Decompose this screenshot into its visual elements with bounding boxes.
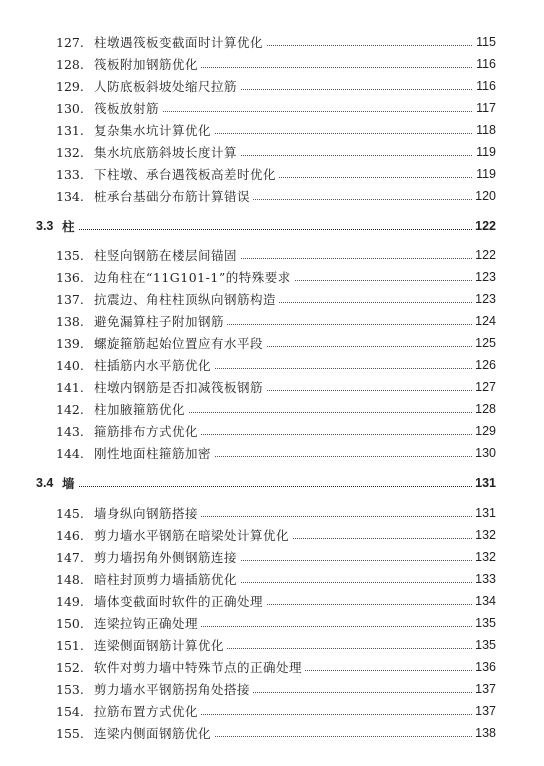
entry-title: 集水坑底筋斜坡长度计算	[94, 143, 240, 161]
entry-title: 连梁拉钩正确处理	[94, 614, 201, 632]
entry-page-number: 120	[472, 189, 496, 203]
entry-page-number: 131	[472, 476, 496, 490]
entry-number: 149.	[56, 593, 84, 609]
entry-number: 131.	[56, 122, 84, 138]
entry-number: 132.	[56, 144, 84, 160]
entry-title: 避免漏算柱子附加钢筋	[94, 312, 227, 330]
entry-title: 下柱墩、承台遇筏板高差时优化	[94, 165, 279, 183]
entry-number: 153.	[56, 681, 84, 697]
dot-leader	[62, 486, 472, 487]
entry-title: 边角柱在“11G101-1”的特殊要求	[94, 268, 294, 286]
entry-page-number: 119	[472, 167, 496, 181]
entry-title: 暗柱封顶剪力墙插筋优化	[94, 570, 240, 588]
toc-entry	[0, 354, 544, 376]
entry-page-number: 128	[472, 402, 496, 416]
entry-number: 134.	[56, 188, 84, 204]
entry-page-number: 119	[472, 145, 496, 159]
entry-title: 抗震边、角柱柱顶纵向钢筋构造	[94, 290, 279, 308]
entry-number: 133.	[56, 166, 84, 182]
toc-section-heading	[0, 215, 544, 237]
toc-entry	[0, 332, 544, 354]
toc-entry	[0, 310, 544, 332]
entry-number: 142.	[56, 401, 84, 417]
toc-entry	[0, 656, 544, 678]
toc-entry	[0, 288, 544, 310]
entry-page-number: 138	[472, 726, 496, 740]
toc-entry	[0, 678, 544, 700]
entry-title: 剪力墙拐角外侧钢筋连接	[94, 548, 240, 566]
toc-entry	[0, 31, 544, 53]
entry-page-number: 135	[472, 616, 496, 630]
toc-entry	[0, 568, 544, 590]
entry-page-number: 137	[472, 704, 496, 718]
entry-page-number: 132	[472, 550, 496, 564]
toc-entry	[0, 163, 544, 185]
toc-entry	[0, 700, 544, 722]
entry-title: 剪力墙水平钢筋拐角处搭接	[94, 680, 253, 698]
entry-number: 151.	[56, 637, 84, 653]
entry-title: 墙	[62, 474, 78, 492]
entry-page-number: 134	[472, 594, 496, 608]
toc-entry	[0, 590, 544, 612]
entry-title: 螺旋箍筋起始位置应有水平段	[94, 334, 266, 352]
entry-title: 拉筋布置方式优化	[94, 702, 201, 720]
entry-title: 柱墩遇筏板变截面时计算优化	[94, 33, 266, 51]
entry-number: 129.	[56, 78, 84, 94]
entry-number: 150.	[56, 615, 84, 631]
entry-title: 复杂集水坑计算优化	[94, 121, 214, 139]
entry-page-number: 122	[472, 219, 496, 233]
entry-title: 箍筋排布方式优化	[94, 422, 201, 440]
entry-title: 连梁内侧面钢筋优化	[94, 724, 214, 742]
toc-entry	[0, 502, 544, 524]
dot-leader	[62, 229, 472, 230]
entry-title: 柱竖向钢筋在楼层间锚固	[94, 246, 240, 264]
entry-number: 138.	[56, 313, 84, 329]
entry-number: 144.	[56, 445, 84, 461]
toc-entry	[0, 244, 544, 266]
toc-entry	[0, 634, 544, 656]
entry-page-number: 130	[472, 446, 496, 460]
entry-page-number: 123	[472, 292, 496, 306]
entry-page-number: 135	[472, 638, 496, 652]
entry-title: 刚性地面柱箍筋加密	[94, 444, 214, 462]
entry-number: 135.	[56, 247, 84, 263]
entry-number: 139.	[56, 335, 84, 351]
entry-page-number: 124	[472, 314, 496, 328]
toc-entry	[0, 266, 544, 288]
entry-number: 154.	[56, 703, 84, 719]
entry-title: 墙体变截面时软件的正确处理	[94, 592, 266, 610]
entry-number: 130.	[56, 100, 84, 116]
entry-number: 136.	[56, 269, 84, 285]
toc-entry	[0, 612, 544, 634]
entry-page-number: 129	[472, 424, 496, 438]
entry-title: 剪力墙水平钢筋在暗梁处计算优化	[94, 526, 292, 544]
toc-entry	[0, 97, 544, 119]
toc-entry	[0, 524, 544, 546]
entry-page-number: 126	[472, 358, 496, 372]
toc-entry	[0, 722, 544, 744]
toc-entry	[0, 398, 544, 420]
entry-number: 145.	[56, 505, 84, 521]
entry-number: 148.	[56, 571, 84, 587]
toc-entry	[0, 75, 544, 97]
toc-entry	[0, 53, 544, 75]
entry-page-number: 133	[472, 572, 496, 586]
entry-number: 128.	[56, 56, 84, 72]
entry-page-number: 125	[472, 336, 496, 350]
entry-title: 墙身纵向钢筋搭接	[94, 504, 201, 522]
entry-page-number: 115	[472, 35, 496, 49]
entry-title: 人防底板斜坡处缩尺拉筋	[94, 77, 240, 95]
entry-page-number: 123	[472, 270, 496, 284]
entry-page-number: 116	[472, 57, 496, 71]
entry-title: 软件对剪力墙中特殊节点的正确处理	[94, 658, 305, 676]
entry-number: 127.	[56, 34, 84, 50]
entry-page-number: 136	[472, 660, 496, 674]
entry-page-number: 117	[472, 101, 496, 115]
entry-number: 143.	[56, 423, 84, 439]
entry-number: 3.3	[36, 219, 54, 233]
entry-number: 152.	[56, 659, 84, 675]
entry-number: 137.	[56, 291, 84, 307]
toc-entry	[0, 119, 544, 141]
entry-number: 3.4	[36, 476, 54, 490]
entry-number: 147.	[56, 549, 84, 565]
entry-page-number: 122	[472, 248, 496, 262]
toc-entry	[0, 376, 544, 398]
toc-entry	[0, 420, 544, 442]
entry-number: 155.	[56, 725, 84, 741]
entry-title: 桩承台基础分布筋计算错误	[94, 187, 253, 205]
toc-section-heading	[0, 472, 544, 494]
entry-number: 140.	[56, 357, 84, 373]
entry-title: 柱插筋内水平筋优化	[94, 356, 214, 374]
entry-number: 146.	[56, 527, 84, 543]
entry-page-number: 127	[472, 380, 496, 394]
entry-page-number: 132	[472, 528, 496, 542]
entry-title: 柱墩内钢筋是否扣减筏板钢筋	[94, 378, 266, 396]
toc-entry	[0, 546, 544, 568]
entry-number: 141.	[56, 379, 84, 395]
entry-page-number: 118	[472, 123, 496, 137]
toc-entry	[0, 185, 544, 207]
entry-title: 筏板放射筋	[94, 99, 162, 117]
entry-title: 筏板附加钢筋优化	[94, 55, 201, 73]
toc-entry	[0, 141, 544, 163]
entry-title: 连梁侧面钢筋计算优化	[94, 636, 227, 654]
entry-page-number: 137	[472, 682, 496, 696]
entry-title: 柱	[62, 217, 78, 235]
entry-title: 柱加腋箍筋优化	[94, 400, 188, 418]
toc-entry	[0, 442, 544, 464]
entry-page-number: 131	[472, 506, 496, 520]
entry-page-number: 116	[472, 79, 496, 93]
